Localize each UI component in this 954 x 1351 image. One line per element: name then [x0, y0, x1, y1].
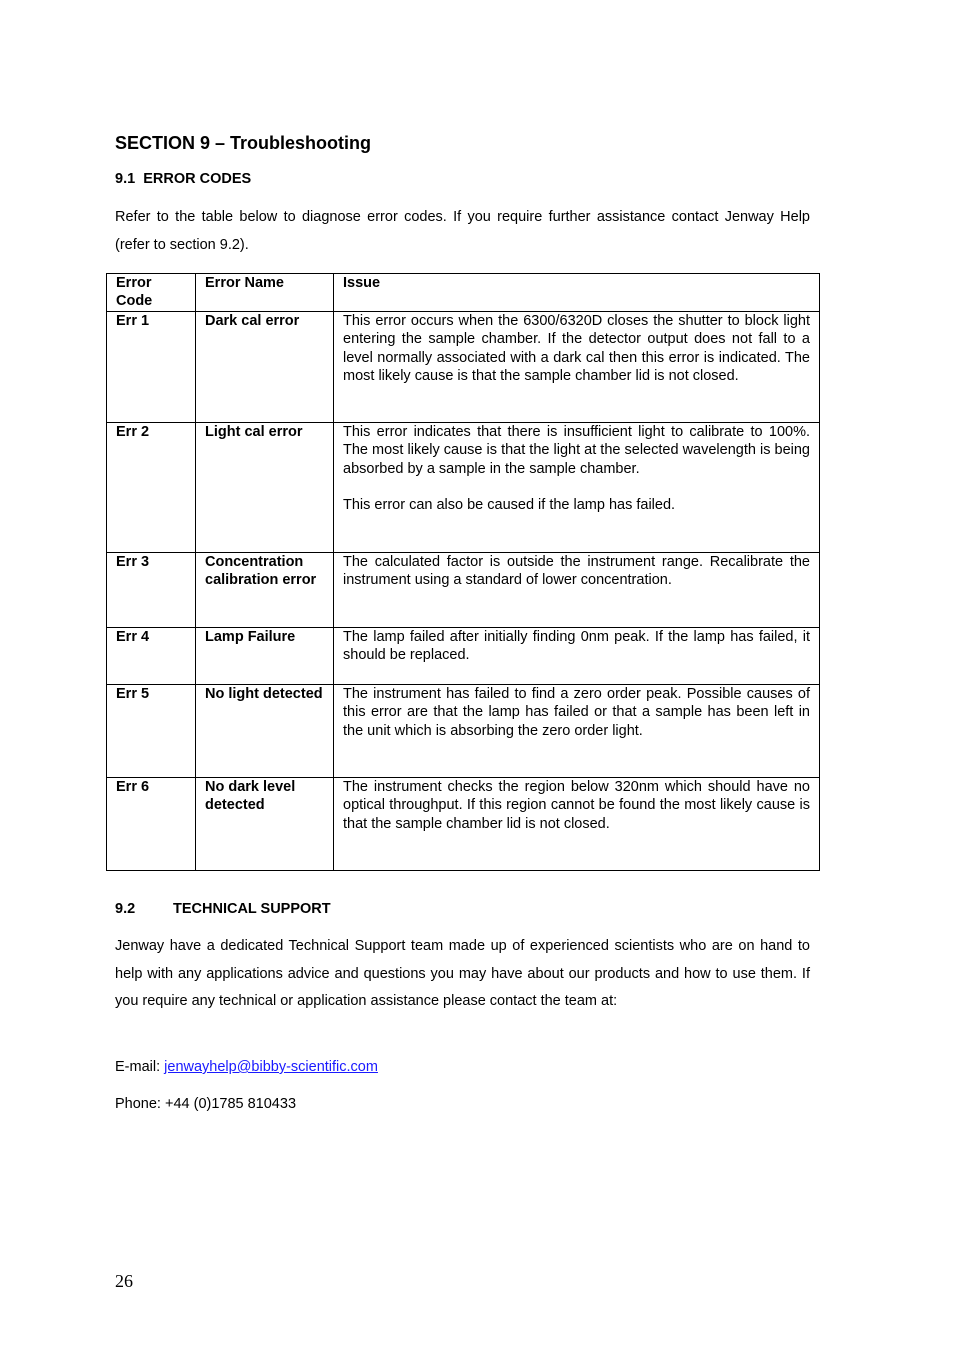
table-row — [107, 552, 820, 627]
error-name-cell: Dark cal error — [196, 311, 334, 422]
issue-text: The instrument has failed to find a zero order peak. Possible causes of this error are that the lamp has failed or that a sample has been left in the unit which is absorbing the zero order light. — [343, 685, 810, 739]
issue-text: This error can also be caused if the lamp has failed. — [343, 497, 676, 514]
issue-text: This error occurs when the 6300/6320D closes the shutter to block light entering the sample chamber. If the detector output does not fall to a level normally associated with a dark cal then this error is indicated. The most likely cause is that the sample chamber lid is not closed. — [343, 312, 810, 385]
email-line — [115, 1059, 378, 1075]
issue-cell — [334, 627, 820, 684]
table-row — [107, 684, 820, 777]
error-code-cell: Err 3 — [107, 552, 196, 627]
error-name-cell: No dark level detected — [196, 777, 334, 870]
error-name-cell: Light cal error — [196, 422, 334, 552]
table-row — [107, 422, 820, 552]
error-name-cell: Lamp Failure — [196, 627, 334, 684]
email-link[interactable]: jenwayhelp@bibby-scientific.com — [164, 1059, 378, 1075]
issue-cell — [334, 422, 820, 552]
column-header-error-name: Error Name — [196, 274, 334, 312]
issue-text: This error indicates that there is insufficient light to calibrate to 100%. The most likely cause is that the light at the selected wavelength is being absorbed by a sample in the sample chamber. — [343, 423, 810, 477]
column-header-error-code: Error Code — [107, 274, 196, 312]
issue-text: The lamp failed after initially finding 0nm peak. If the lamp has failed, it should be replaced. — [343, 628, 810, 664]
tech-support-heading-number: 9.2 — [115, 901, 136, 917]
table-row — [107, 311, 820, 422]
email-label: E-mail: — [115, 1059, 161, 1075]
error-code-cell: Err 6 — [107, 777, 196, 870]
error-code-cell: Err 4 — [107, 627, 196, 684]
column-header-issue: Issue — [334, 274, 820, 312]
error-code-cell: Err 2 — [107, 422, 196, 552]
section-title: SECTION 9 – Troubleshooting — [115, 133, 372, 153]
error-codes-heading-text: ERROR CODES — [143, 171, 252, 187]
error-code-cell: Err 1 — [107, 311, 196, 422]
issue-text: The calculated factor is outside the instrument range. Recalibrate the instrument using a standard of lower concentration. — [343, 553, 810, 589]
table-header-row — [107, 274, 820, 312]
error-codes-intro: Refer to the table below to diagnose error codes. If you require further assistance contact Jenway Help (refer to section 9.2). — [115, 209, 810, 253]
tech-support-heading — [115, 901, 331, 917]
error-codes-heading — [115, 171, 251, 187]
phone-line: Phone: +44 (0)1785 810433 — [115, 1096, 297, 1112]
error-name-cell: Concentration calibration error — [196, 552, 334, 627]
tech-support-body: Jenway have a dedicated Technical Support team made up of experienced scientists who are on hand to help with any applications advice and questions you may have about our products and how to use them. If you require any technical or application assistance please contact the team at: — [115, 938, 810, 1009]
table-row — [107, 777, 820, 870]
error-codes-table — [106, 273, 820, 871]
table-row — [107, 627, 820, 684]
issue-cell — [334, 552, 820, 627]
issue-cell — [334, 311, 820, 422]
issue-cell — [334, 777, 820, 870]
tech-support-heading-text: TECHNICAL SUPPORT — [173, 901, 331, 917]
issue-cell — [334, 684, 820, 777]
page-number: 26 — [115, 1271, 133, 1291]
error-name-cell: No light detected — [196, 684, 334, 777]
error-code-cell: Err 5 — [107, 684, 196, 777]
issue-text: The instrument checks the region below 320nm which should have no optical throughput. If this region cannot be found the most likely cause is that the sample chamber lid is not closed. — [343, 778, 810, 832]
error-codes-heading-number: 9.1 — [115, 171, 136, 187]
